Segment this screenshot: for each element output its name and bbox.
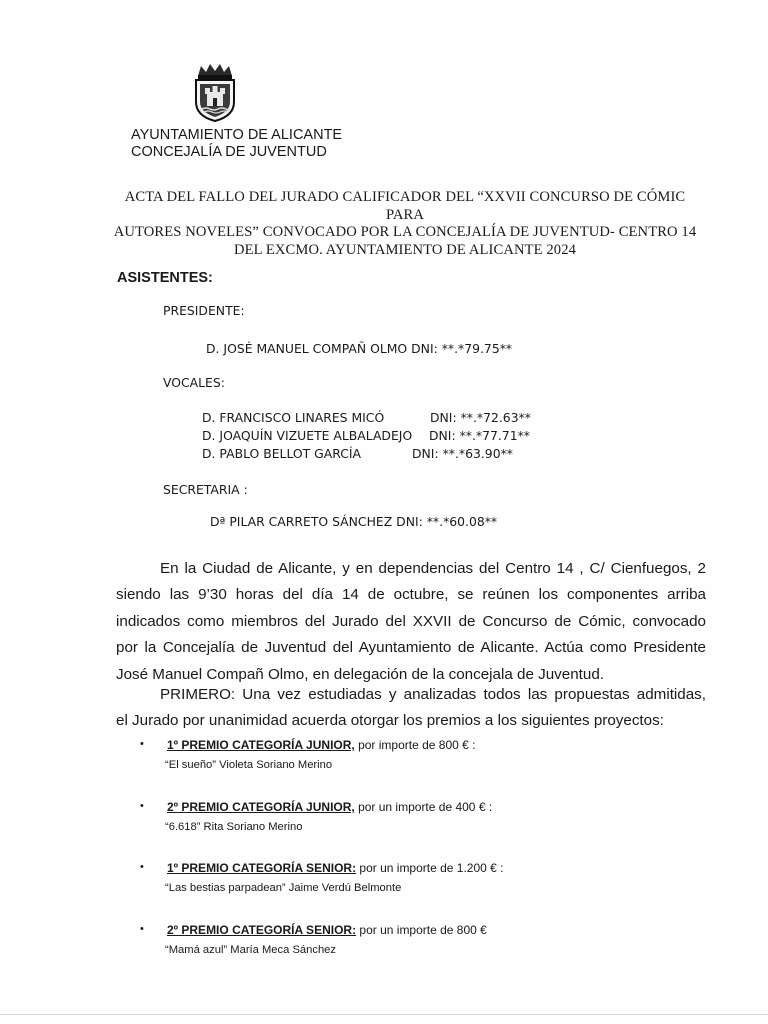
paragraph-line: siendo las 9’30 horas del día 14 de octubre, se reúnen los componentes arriba <box>116 586 706 604</box>
vocal-dni: DNI: **.*72.63** <box>430 410 531 425</box>
attendees-heading: ASISTENTES: <box>117 270 213 286</box>
vocal-dni: DNI: **.*77.71** <box>429 428 530 443</box>
bullet: • <box>140 738 144 750</box>
resolution-paragraph <box>116 682 706 735</box>
prize-amount: por un importe de 1.200 € : <box>356 861 504 875</box>
vocal-row <box>202 410 582 428</box>
prize-title: 2º PREMIO CATEGORÍA SENIOR: <box>167 923 357 937</box>
vocal-name: D. PABLO BELLOT GARCÍA <box>202 446 362 461</box>
paragraph-line: por la Concejalía de Juventud del Ayuntamiento de Alicante. Actúa como Presidente <box>116 639 706 657</box>
org-department: CONCEJALÍA DE JUVENTUD <box>131 144 327 160</box>
prize-heading <box>167 738 475 752</box>
prize-heading <box>167 861 504 875</box>
prize-winner: “Mamá azul” María Meca Sánchez <box>165 944 336 956</box>
title-line: DEL EXCMO. AYUNTAMIENTO DE ALICANTE 2024 <box>234 241 576 258</box>
vocal-name: D. JOAQUÍN VIZUETE ALBALADEJO <box>202 428 413 443</box>
title-line: ACTA DEL FALLO DEL JURADO CALIFICADOR DEL “XXVII CONCURSO DE CÓMIC PARA <box>124 189 686 223</box>
vocal-row <box>202 446 582 464</box>
president-name: D. JOSÉ MANUEL COMPAÑ OLMO DNI: **.*79.75** <box>206 341 513 356</box>
prize-amount: por importe de 800 € : <box>354 738 476 752</box>
session-paragraph <box>116 556 706 688</box>
vocals-label: VOCALES: <box>163 375 225 390</box>
org-name: AYUNTAMIENTO DE ALICANTE <box>131 127 343 143</box>
secretary-name: Dª PILAR CARRETO SÁNCHEZ DNI: **.*60.08** <box>210 514 498 529</box>
paragraph-line: el Jurado por unanimidad acuerda otorgar los premios a los siguientes proyectos: <box>116 712 664 730</box>
title-line: AUTORES NOVELES” CONVOCADO POR LA CONCEJALÍA DE JUVENTUD- CENTRO 14 <box>113 224 697 240</box>
prize-winner: “Las bestias parpadean” Jaime Verdú Belmonte <box>165 882 402 894</box>
paragraph-line: PRIMERO: Una vez estudiadas y analizadas todos las propuestas admitidas, <box>160 686 706 703</box>
organization-header <box>131 127 342 161</box>
prize-winner: “El sueño” Violeta Soriano Merino <box>165 759 333 771</box>
page-edge-divider <box>0 1014 768 1015</box>
paragraph-line: indicados como miembros del Jurado del XXVII de Concurso de Cómic, convocado <box>116 612 706 630</box>
document-title <box>112 189 698 259</box>
paragraph-line: En la Ciudad de Alicante, y en dependencias del Centro 14 , C/ Cienfuegos, 2 <box>160 560 706 577</box>
prize-heading <box>167 923 487 937</box>
bullet: • <box>140 923 144 935</box>
prize-winner: “6.618” Rita Soriano Merino <box>165 821 303 833</box>
vocal-row <box>202 428 582 446</box>
prize-heading <box>167 800 492 814</box>
prize-title: 1º PREMIO CATEGORÍA JUNIOR, <box>167 738 355 752</box>
prize-amount: por un importe de 800 € <box>356 923 487 937</box>
bullet: • <box>140 800 144 812</box>
secretary-label: SECRETARIA : <box>163 482 248 497</box>
bullet: • <box>140 861 144 873</box>
alicante-coat-of-arms-icon <box>192 62 238 122</box>
prize-title: 2º PREMIO CATEGORÍA JUNIOR, <box>167 800 355 814</box>
prize-title: 1º PREMIO CATEGORÍA SENIOR: <box>167 861 357 875</box>
paragraph-line: José Manuel Compañ Olmo, en delegación de la concejala de Juventud. <box>116 665 604 683</box>
vocal-name: D. FRANCISCO LINARES MICÓ <box>202 410 385 425</box>
president-label: PRESIDENTE: <box>163 303 245 318</box>
prize-amount: por un importe de 400 € : <box>354 800 493 814</box>
vocal-dni: DNI: **.*63.90** <box>412 446 513 461</box>
